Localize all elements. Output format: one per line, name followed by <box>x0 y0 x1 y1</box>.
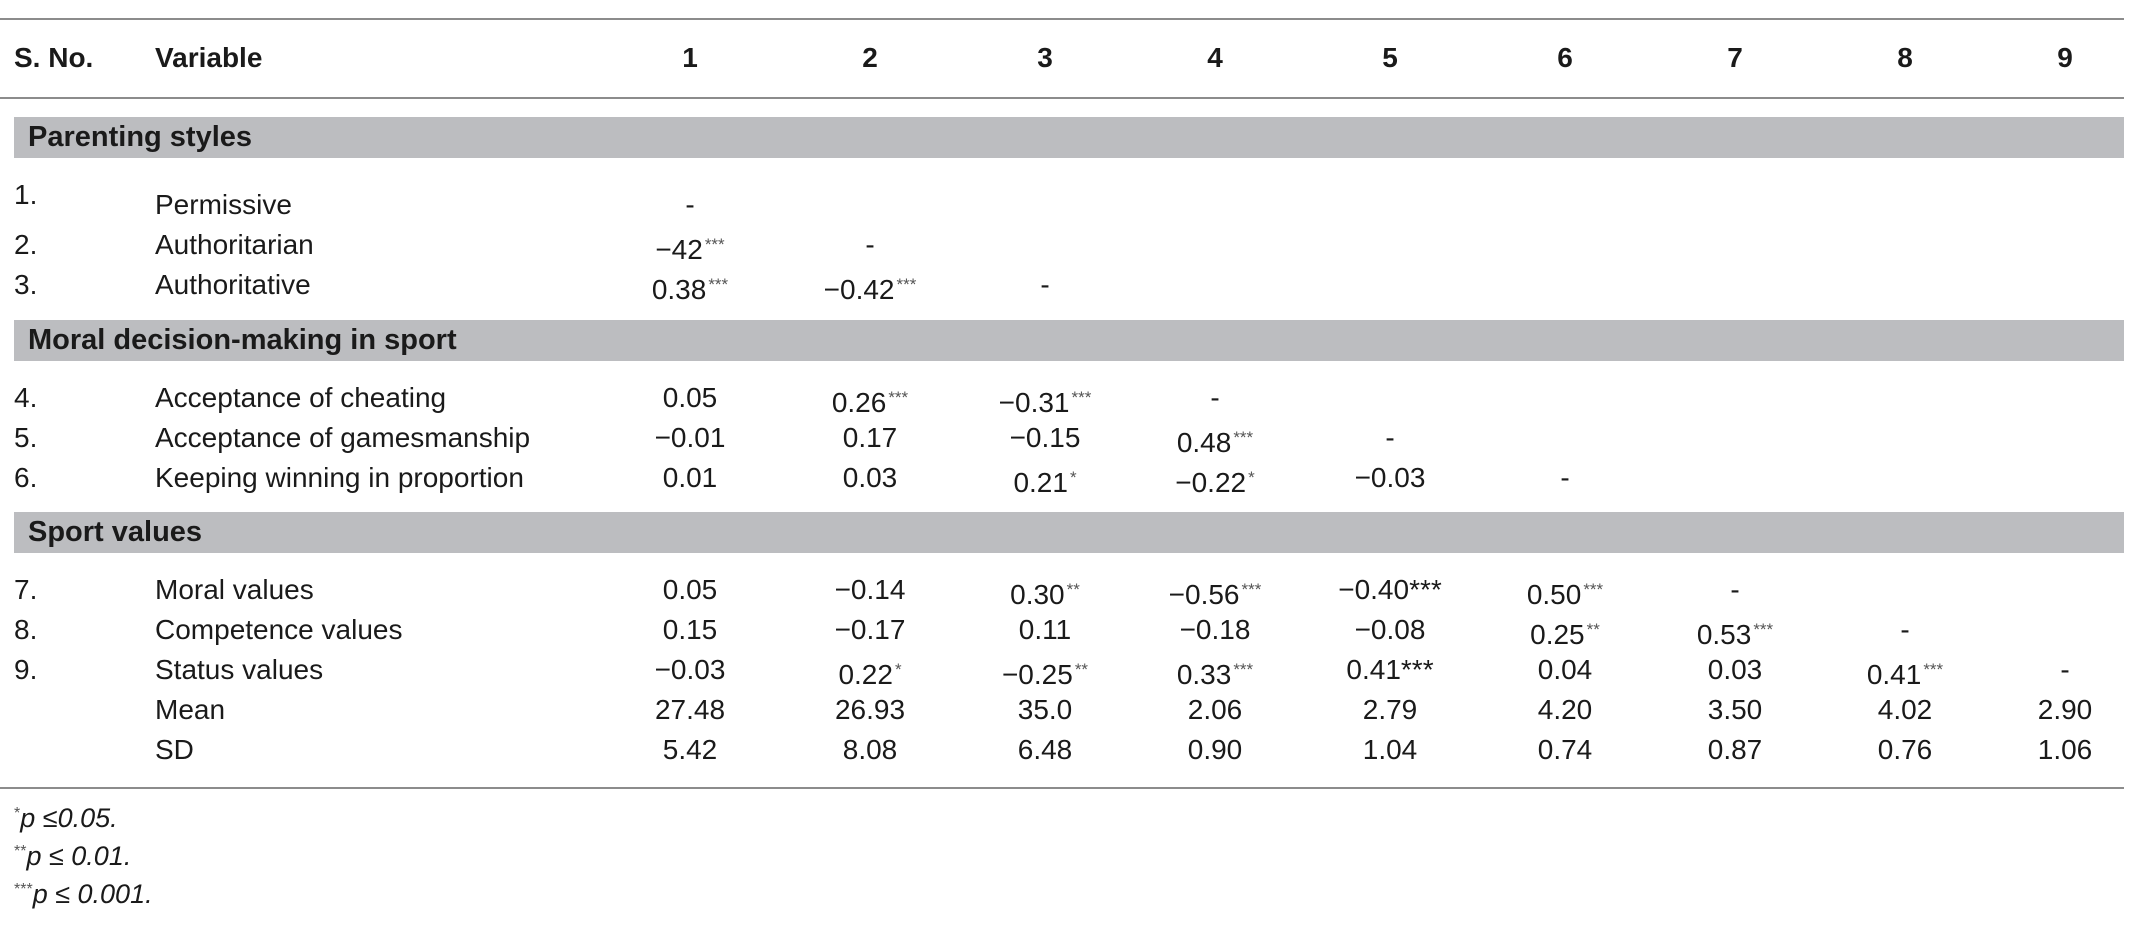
section-title: Parenting styles <box>28 121 253 153</box>
cell-value: 0.74 <box>1537 734 1593 765</box>
value-cell <box>1485 570 1645 610</box>
value-cell <box>610 458 770 498</box>
cell-value: 0.53 <box>1696 619 1752 650</box>
cell-value: - <box>1210 382 1220 413</box>
significance-mark: ** <box>1066 580 1080 599</box>
section-moral-decision-making <box>14 320 2124 361</box>
variable-name: Acceptance of cheating <box>155 382 447 413</box>
variable-name: Authoritarian <box>155 229 314 260</box>
value-cell <box>790 730 950 770</box>
value-cell <box>1655 610 1815 650</box>
value-cell <box>1985 690 2137 730</box>
cell-value: 26.93 <box>834 694 906 725</box>
row-number: 3. <box>14 269 38 300</box>
value-cell <box>1825 650 1985 690</box>
value-cell <box>610 225 770 265</box>
value-cell <box>1485 730 1645 770</box>
table-row <box>0 225 2124 265</box>
cell-value: 0.11 <box>1018 614 1072 645</box>
value-cell <box>1310 418 1470 458</box>
header-col-6: 6 <box>1557 42 1573 73</box>
cell-value: 1.06 <box>2037 734 2093 765</box>
cell-value: −0.03 <box>1354 462 1426 493</box>
footnote-2 <box>14 841 131 872</box>
value-cell <box>965 650 1125 690</box>
row-number: 4. <box>14 382 38 413</box>
cell-value: −0.08 <box>1354 614 1426 645</box>
header-col-8: 8 <box>1897 42 1913 73</box>
value-cell <box>1655 690 1815 730</box>
significance-mark: *** <box>1241 580 1262 599</box>
cell-value: 0.30 <box>1010 579 1065 610</box>
value-cell <box>610 185 770 225</box>
cell-value: 0.22 <box>838 659 893 690</box>
value-cell <box>610 570 770 610</box>
table-row <box>0 570 2124 610</box>
cell-value: 4.20 <box>1537 694 1593 725</box>
value-cell <box>610 418 770 458</box>
cell-value: - <box>1730 574 1740 605</box>
table-row <box>0 730 2124 770</box>
value-cell <box>1825 610 1985 650</box>
section-parenting-styles <box>14 117 2124 158</box>
header-col-9: 9 <box>2057 42 2073 73</box>
table-header-row <box>0 38 2124 78</box>
table-row <box>0 179 2124 225</box>
cell-value: −0.03 <box>654 654 726 685</box>
value-cell <box>1310 458 1470 498</box>
cell-value: - <box>1385 422 1395 453</box>
value-cell <box>1310 730 1470 770</box>
cell-value: 4.02 <box>1877 694 1933 725</box>
cell-value: 0.25 <box>1530 619 1585 650</box>
cell-value: - <box>1560 462 1570 493</box>
header-col-7: 7 <box>1727 42 1743 73</box>
table-row <box>0 265 2124 305</box>
value-cell <box>1135 418 1295 458</box>
cell-value: - <box>1040 269 1050 300</box>
value-cell <box>1825 690 1985 730</box>
cell-value: 1.04 <box>1362 734 1418 765</box>
footnote-text: p ≤0.05. <box>20 803 118 833</box>
value-cell <box>1485 610 1645 650</box>
row-number: 5. <box>14 422 38 453</box>
header-col-2: 2 <box>862 42 878 73</box>
significance-mark: *** <box>1583 580 1604 599</box>
cell-value: 0.05 <box>662 382 718 413</box>
footnote-mark: *** <box>14 881 33 898</box>
variable-name: Competence values <box>155 614 403 645</box>
variable-name: Moral values <box>155 574 314 605</box>
value-cell <box>610 378 770 418</box>
value-cell <box>1310 650 1470 690</box>
header-col-4: 4 <box>1207 42 1223 73</box>
value-cell <box>965 265 1125 305</box>
value-cell <box>1985 650 2137 690</box>
cell-value: 0.48 <box>1176 427 1232 458</box>
value-cell <box>1310 610 1470 650</box>
value-cell <box>790 650 950 690</box>
row-number: 7. <box>14 574 38 605</box>
section-title: Sport values <box>28 516 203 548</box>
cell-value: 2.79 <box>1362 694 1418 725</box>
cell-value: −0.14 <box>834 574 906 605</box>
cell-value: −0.25 <box>1001 659 1073 690</box>
cell-value: - <box>2060 654 2070 685</box>
cell-value: 3.50 <box>1707 694 1763 725</box>
value-cell <box>610 690 770 730</box>
value-cell <box>1655 730 1815 770</box>
significance-mark: *** <box>1753 620 1774 639</box>
value-cell <box>1825 730 1985 770</box>
value-cell <box>1485 458 1645 498</box>
cell-value: 0.50 <box>1526 579 1582 610</box>
value-cell <box>1135 730 1295 770</box>
value-cell <box>610 650 770 690</box>
significance-mark: *** <box>1923 660 1944 679</box>
value-cell <box>965 378 1125 418</box>
cell-value: −0.22 <box>1175 467 1247 498</box>
cell-value: 6.48 <box>1017 734 1073 765</box>
header-variable: Variable <box>155 42 263 73</box>
cell-value: −42 <box>655 234 703 265</box>
cell-value: −0.01 <box>654 422 726 453</box>
table-row <box>0 418 2124 458</box>
value-cell <box>1310 570 1470 610</box>
significance-mark: ** <box>1074 660 1089 679</box>
value-cell <box>1985 730 2137 770</box>
value-cell <box>1135 458 1295 498</box>
section-title: Moral decision-making in sport <box>28 324 457 356</box>
value-cell <box>790 570 950 610</box>
variable-name: Acceptance of gamesmanship <box>155 422 531 453</box>
table-row <box>0 650 2124 690</box>
table-row <box>0 458 2124 498</box>
footnote-1 <box>14 803 118 834</box>
significance-mark: * <box>894 660 902 679</box>
variable-name: Permissive <box>155 189 292 220</box>
value-cell <box>610 265 770 305</box>
cell-value: 0.38 <box>651 274 707 305</box>
value-cell <box>790 378 950 418</box>
variable-name: Mean <box>155 694 226 725</box>
row-number: 8. <box>14 614 38 645</box>
value-cell <box>790 265 950 305</box>
cell-value: 0.05 <box>662 574 718 605</box>
value-cell <box>1310 690 1470 730</box>
value-cell <box>1655 650 1815 690</box>
value-cell <box>790 225 950 265</box>
cell-value: 0.17 <box>842 422 898 453</box>
value-cell <box>790 610 950 650</box>
significance-mark: * <box>1248 468 1255 487</box>
cell-value: 35.0 <box>1017 694 1073 725</box>
value-cell <box>1135 650 1295 690</box>
value-cell <box>965 730 1125 770</box>
cell-value: 8.08 <box>842 734 898 765</box>
cell-value: 0.03 <box>842 462 898 493</box>
cell-value: −0.56 <box>1168 579 1240 610</box>
cell-value: 0.76 <box>1877 734 1933 765</box>
section-sport-values <box>14 512 2124 553</box>
value-cell <box>1135 690 1295 730</box>
variable-name: SD <box>155 734 194 765</box>
cell-value: 0.33 <box>1176 659 1232 690</box>
cell-value: 0.41 <box>1866 659 1922 690</box>
table-row <box>0 378 2124 418</box>
cell-value: 5.42 <box>662 734 718 765</box>
cell-value: 0.01 <box>662 462 718 493</box>
cell-value: 0.21 <box>1013 467 1068 498</box>
header-col-3: 3 <box>1037 42 1053 73</box>
cell-value: 0.41*** <box>1346 654 1434 685</box>
significance-mark: *** <box>1233 660 1254 679</box>
value-cell <box>790 418 950 458</box>
cell-value: 2.90 <box>2037 694 2093 725</box>
significance-mark: *** <box>708 275 729 294</box>
significance-mark: *** <box>704 235 725 254</box>
value-cell <box>965 418 1125 458</box>
value-cell <box>1485 690 1645 730</box>
value-cell <box>965 458 1125 498</box>
row-number: 6. <box>14 462 38 493</box>
cell-value: 0.03 <box>1707 654 1763 685</box>
value-cell <box>610 730 770 770</box>
significance-mark: ** <box>1586 620 1600 639</box>
value-cell <box>965 690 1125 730</box>
header-col-1: 1 <box>682 42 698 73</box>
footnote-mark: * <box>14 805 21 822</box>
cell-value: −0.18 <box>1179 614 1251 645</box>
cell-value: 0.90 <box>1187 734 1243 765</box>
value-cell <box>965 610 1125 650</box>
cell-value: 0.26 <box>831 387 887 418</box>
table-row <box>0 610 2124 650</box>
cell-value: - <box>1900 614 1910 645</box>
variable-name: Keeping winning in proportion <box>155 462 524 493</box>
significance-mark: *** <box>1071 388 1092 407</box>
footnote-text: p ≤ 0.01. <box>26 841 132 871</box>
cell-value: −0.15 <box>1009 422 1081 453</box>
table-bottom-rule <box>0 787 2124 789</box>
variable-name: Status values <box>155 654 324 685</box>
variable-name: Authoritative <box>155 269 311 300</box>
footnote-mark: ** <box>14 843 27 860</box>
value-cell <box>1135 610 1295 650</box>
cell-value: 0.04 <box>1537 654 1593 685</box>
value-cell <box>1135 570 1295 610</box>
cell-value: −0.42 <box>823 274 895 305</box>
cell-value: 0.87 <box>1707 734 1763 765</box>
cell-value: - <box>865 229 875 260</box>
row-number: 1. <box>14 179 38 210</box>
footnote-text: p ≤ 0.001. <box>32 879 153 909</box>
cell-value: −0.17 <box>834 614 906 645</box>
cell-value: −0.40*** <box>1338 574 1442 605</box>
value-cell <box>610 610 770 650</box>
significance-mark: * <box>1069 468 1077 487</box>
header-sno: S. No. <box>14 42 94 73</box>
cell-value: 27.48 <box>654 694 726 725</box>
value-cell <box>1655 570 1815 610</box>
value-cell <box>790 458 950 498</box>
table-top-rule <box>0 18 2124 20</box>
value-cell <box>1135 378 1295 418</box>
table-row <box>0 690 2124 730</box>
header-col-5: 5 <box>1382 42 1398 73</box>
row-number: 2. <box>14 229 38 260</box>
value-cell <box>790 690 950 730</box>
cell-value: 0.15 <box>662 614 718 645</box>
cell-value: - <box>685 189 695 220</box>
significance-mark: *** <box>888 388 909 407</box>
cell-value: −0.31 <box>998 387 1070 418</box>
cell-value: 2.06 <box>1187 694 1243 725</box>
value-cell <box>965 570 1125 610</box>
footnote-3 <box>14 879 153 910</box>
row-number: 9. <box>14 654 38 685</box>
value-cell <box>1485 650 1645 690</box>
significance-mark: *** <box>896 275 917 294</box>
significance-mark: *** <box>1233 428 1254 447</box>
header-bottom-rule <box>0 97 2124 99</box>
